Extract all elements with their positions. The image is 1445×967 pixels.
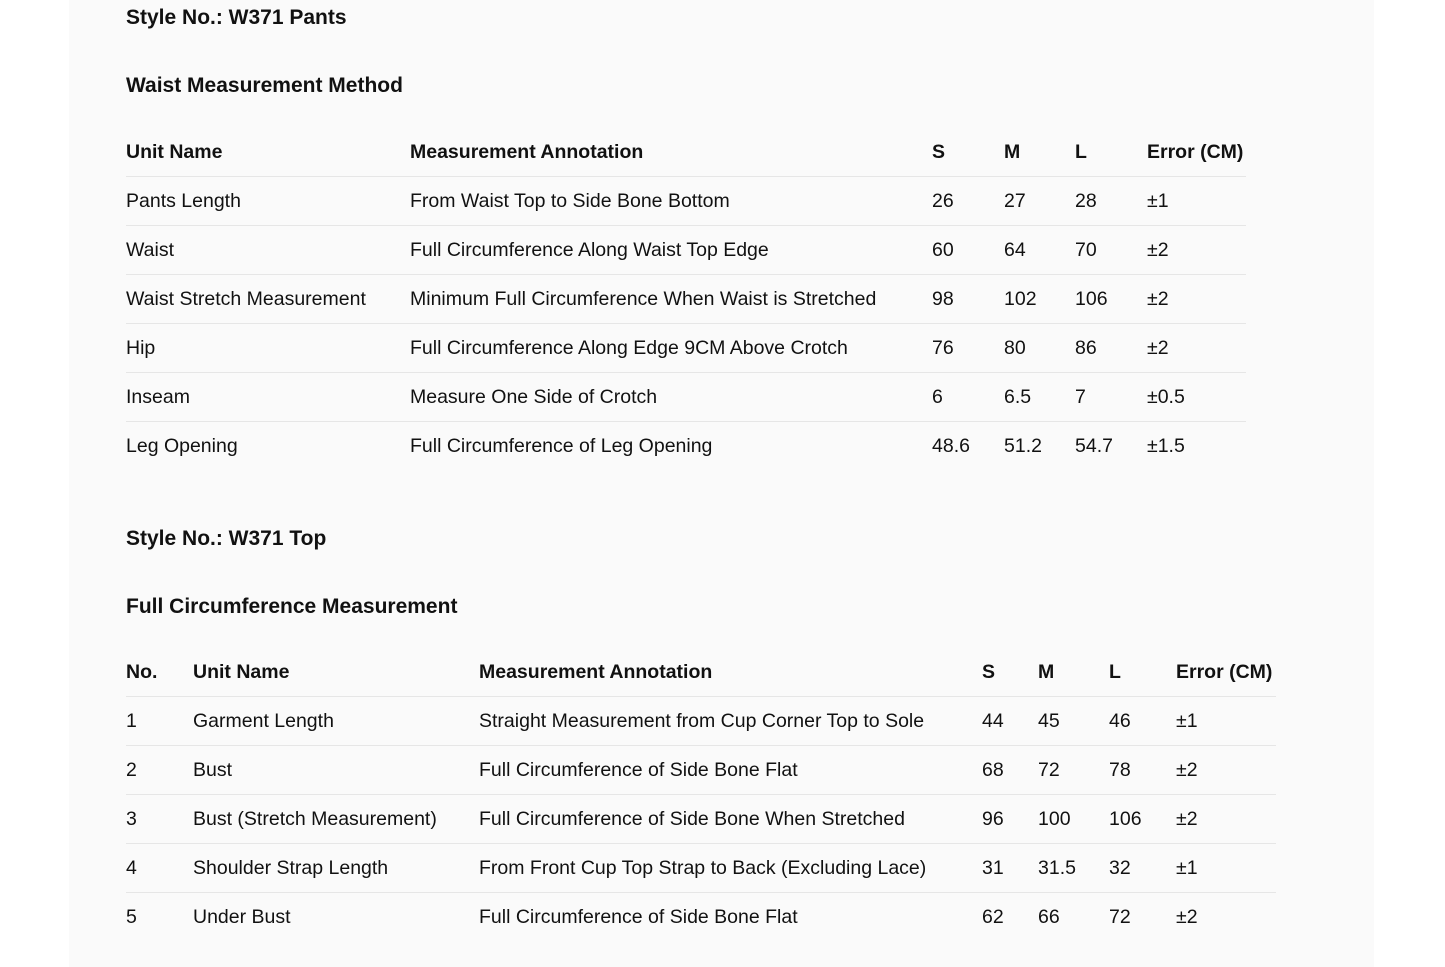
top-measurement-table — [126, 648, 1276, 941]
cell-error: ±0.5 — [1147, 373, 1246, 422]
cell-no: 5 — [126, 893, 193, 942]
pants-section-title: Waist Measurement Method — [126, 74, 403, 97]
table-row — [126, 324, 1246, 373]
cell-error: ±2 — [1147, 226, 1246, 275]
column-header-s: S — [982, 660, 996, 683]
cell-annotation: Full Circumference of Side Bone When Stretched — [479, 795, 982, 844]
cell-no: 4 — [126, 844, 193, 893]
top-section-title: Full Circumference Measurement — [126, 595, 458, 618]
cell-s: 6 — [932, 373, 1004, 422]
column-header-error: Error (CM) — [1176, 660, 1273, 683]
column-header-no: No. — [126, 660, 158, 683]
cell-annotation: From Front Cup Top Strap to Back (Excluding Lace) — [479, 844, 982, 893]
cell-unit-name: Inseam — [126, 373, 410, 422]
cell-s: 96 — [982, 795, 1038, 844]
cell-unit-name: Garment Length — [193, 697, 479, 746]
column-header-error: Error (CM) — [1147, 140, 1244, 163]
cell-annotation: Full Circumference Along Waist Top Edge — [410, 226, 932, 275]
cell-m: 66 — [1038, 893, 1109, 942]
cell-unit-name: Shoulder Strap Length — [193, 844, 479, 893]
cell-s: 26 — [932, 177, 1004, 226]
cell-unit-name: Bust (Stretch Measurement) — [193, 795, 479, 844]
table-row — [126, 422, 1246, 471]
table-row — [126, 275, 1246, 324]
cell-s: 62 — [982, 893, 1038, 942]
cell-annotation: Measure One Side of Crotch — [410, 373, 932, 422]
cell-unit-name: Bust — [193, 746, 479, 795]
cell-l: 106 — [1075, 275, 1147, 324]
cell-error: ±2 — [1176, 795, 1276, 844]
column-header-l: L — [1075, 140, 1087, 163]
cell-unit-name: Leg Opening — [126, 422, 410, 471]
cell-m: 100 — [1038, 795, 1109, 844]
cell-error: ±2 — [1147, 275, 1246, 324]
cell-m: 27 — [1004, 177, 1075, 226]
cell-s: 48.6 — [932, 422, 1004, 471]
pants-style-title: Style No.: W371 Pants — [126, 6, 347, 29]
cell-s: 44 — [982, 697, 1038, 746]
column-header-m: M — [1004, 140, 1021, 163]
cell-unit-name: Pants Length — [126, 177, 410, 226]
cell-unit-name: Under Bust — [193, 893, 479, 942]
cell-s: 31 — [982, 844, 1038, 893]
column-header-unit-name: Unit Name — [193, 660, 290, 683]
cell-error: ±1.5 — [1147, 422, 1246, 471]
cell-annotation: Full Circumference of Side Bone Flat — [479, 746, 982, 795]
cell-m: 102 — [1004, 275, 1075, 324]
cell-annotation: Full Circumference of Side Bone Flat — [479, 893, 982, 942]
table-row — [126, 373, 1246, 422]
cell-l: 7 — [1075, 373, 1147, 422]
cell-error: ±1 — [1176, 844, 1276, 893]
cell-m: 80 — [1004, 324, 1075, 373]
cell-annotation: From Waist Top to Side Bone Bottom — [410, 177, 932, 226]
column-header-annotation: Measurement Annotation — [410, 140, 644, 163]
pants-measurement-table — [126, 128, 1246, 470]
table-row — [126, 795, 1276, 844]
cell-m: 51.2 — [1004, 422, 1075, 471]
cell-m: 6.5 — [1004, 373, 1075, 422]
cell-s: 68 — [982, 746, 1038, 795]
cell-error: ±1 — [1176, 697, 1276, 746]
top-style-title: Style No.: W371 Top — [126, 527, 327, 550]
cell-annotation: Minimum Full Circumference When Waist is Stretched — [410, 275, 932, 324]
cell-m: 45 — [1038, 697, 1109, 746]
table-header-row — [126, 128, 1246, 177]
cell-s: 60 — [932, 226, 1004, 275]
cell-annotation: Full Circumference Along Edge 9CM Above Crotch — [410, 324, 932, 373]
column-header-s: S — [932, 140, 946, 163]
cell-l: 106 — [1109, 795, 1176, 844]
cell-s: 76 — [932, 324, 1004, 373]
cell-error: ±1 — [1147, 177, 1246, 226]
cell-error: ±2 — [1147, 324, 1246, 373]
cell-unit-name: Waist — [126, 226, 410, 275]
cell-unit-name: Waist Stretch Measurement — [126, 275, 410, 324]
column-header-l: L — [1109, 660, 1121, 683]
column-header-annotation: Measurement Annotation — [479, 660, 713, 683]
cell-no: 1 — [126, 697, 193, 746]
cell-error: ±2 — [1176, 746, 1276, 795]
cell-s: 98 — [932, 275, 1004, 324]
document-page — [69, 0, 1374, 967]
cell-no: 3 — [126, 795, 193, 844]
table-row — [126, 844, 1276, 893]
cell-l: 86 — [1075, 324, 1147, 373]
column-header-m: M — [1038, 660, 1055, 683]
cell-m: 64 — [1004, 226, 1075, 275]
cell-l: 46 — [1109, 697, 1176, 746]
cell-l: 54.7 — [1075, 422, 1147, 471]
column-header-unit-name: Unit Name — [126, 140, 223, 163]
table-row — [126, 893, 1276, 942]
cell-annotation: Full Circumference of Leg Opening — [410, 422, 932, 471]
cell-error: ±2 — [1176, 893, 1276, 942]
cell-m: 31.5 — [1038, 844, 1109, 893]
table-header-row — [126, 648, 1276, 697]
cell-l: 28 — [1075, 177, 1147, 226]
cell-l: 78 — [1109, 746, 1176, 795]
cell-m: 72 — [1038, 746, 1109, 795]
cell-unit-name: Hip — [126, 324, 410, 373]
cell-annotation: Straight Measurement from Cup Corner Top to Sole — [479, 697, 982, 746]
cell-l: 32 — [1109, 844, 1176, 893]
cell-no: 2 — [126, 746, 193, 795]
cell-l: 70 — [1075, 226, 1147, 275]
cell-l: 72 — [1109, 893, 1176, 942]
table-row — [126, 177, 1246, 226]
table-row — [126, 697, 1276, 746]
table-row — [126, 226, 1246, 275]
table-row — [126, 746, 1276, 795]
